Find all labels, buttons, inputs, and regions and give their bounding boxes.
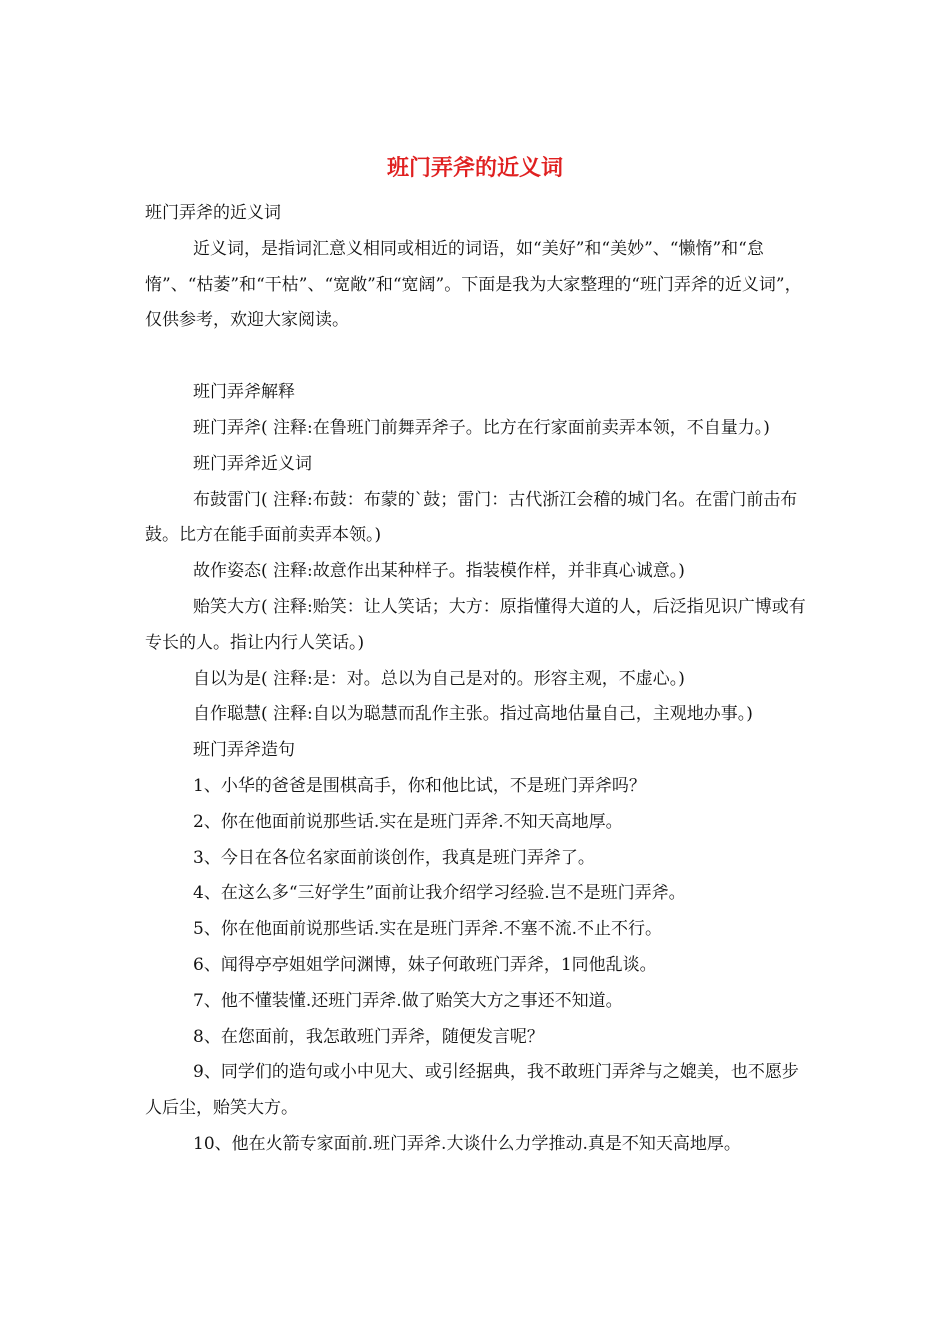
- synonym-item: 布鼓雷门( 注释:布鼓：布蒙的`鼓；雷门：古代浙江会稽的城门名。在雷门前击布鼓。比方在能手面前卖弄本领。): [145, 489, 798, 546]
- sentence-item: 7、他不懂装懂.还班门弄斧.做了贻笑大方之事还不知道。: [193, 990, 623, 1011]
- synonym-item: 自以为是( 注释:是：对。总以为自己是对的。形容主观，不虚心。): [193, 668, 685, 689]
- explanation-heading: 班门弄斧解释: [193, 382, 295, 403]
- sentence-item: 8、在您面前，我怎敢班门弄斧，随便发言呢？: [193, 1026, 544, 1047]
- paragraph-spacer: [145, 339, 811, 375]
- sentence-item: 9、同学们的造句或小中见大、或引经据典，我不敢班门弄斧与之媲美，也不愿步人后尘，贻笑大方。: [145, 1062, 799, 1119]
- sentence-item: 10、他在火箭专家面前.班门弄斧.大谈什么力学推动.真是不知天高地厚。: [193, 1133, 741, 1154]
- sentence-item: 2、你在他面前说那些话.实在是班门弄斧.不知天高地厚。: [193, 811, 623, 832]
- page-title: 班门弄斧的近义词: [386, 155, 563, 181]
- sentence-item: 1、小华的爸爸是围棋高手，你和他比试，不是班门弄斧吗？: [193, 775, 646, 796]
- document-body: [145, 196, 811, 1163]
- sentence-item: 4、在这么多“三好学生”面前让我介绍学习经验.岂不是班门弄斧。: [193, 883, 686, 904]
- sentences-heading: 班门弄斧造句: [193, 740, 295, 761]
- synonym-item: 自作聪慧( 注释:自以为聪慧而乱作主张。指过高地估量自己，主观地办事。): [193, 704, 753, 725]
- document-subtitle: 班门弄斧的近义词: [145, 203, 281, 223]
- sentence-item: 5、你在他面前说那些话.实在是班门弄斧.不塞不流.不止不行。: [193, 919, 663, 940]
- sentence-item: 3、今日在各位名家面前谈创作，我真是班门弄斧了。: [193, 847, 595, 868]
- sentence-item: 6、闻得亭亭姐姐学问渊博，妹子何敢班门弄斧，1同他乱谈。: [193, 954, 657, 975]
- intro-paragraph: 近义词，是指词汇意义相同或相近的词语，如“美好”和“美妙”、“懒惰”和“怠惰”、“枯萎”和“干枯”、“宽敞”和“宽阔”。下面是我为大家整理的“班门弄斧的近义词”，仅供参考，欢迎大家阅读。: [145, 238, 802, 331]
- explanation-paragraph: 班门弄斧( 注释:在鲁班门前舞弄斧子。比方在行家面前卖弄本领，不自量力。): [193, 417, 770, 438]
- synonyms-heading: 班门弄斧近义词: [193, 453, 312, 474]
- synonym-item: 贻笑大方( 注释:贻笑：让人笑话；大方：原指懂得大道的人，后泛指见识广博或有专长的人。指让内行人笑话。): [145, 596, 806, 653]
- synonym-item: 故作姿态( 注释:故意作出某种样子。指装模作样，并非真心诚意。): [193, 561, 685, 582]
